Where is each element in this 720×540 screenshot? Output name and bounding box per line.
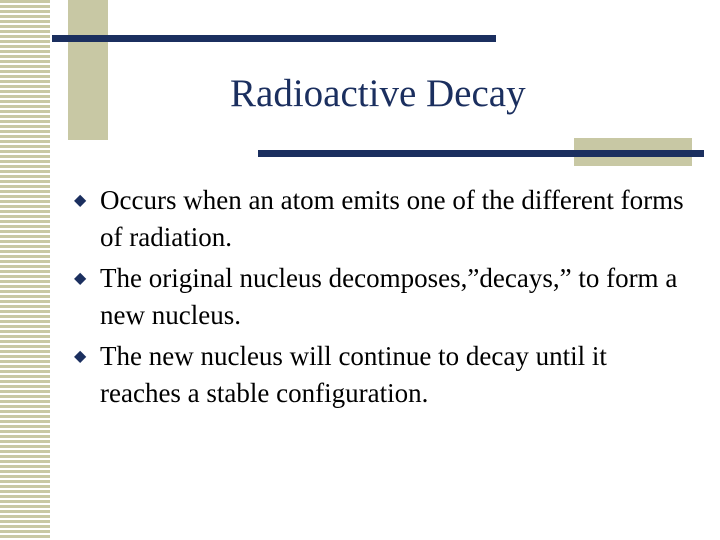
diamond-bullet-icon: ◆: [74, 192, 87, 209]
decorative-stripe-band: [0, 0, 50, 540]
bullet-text: Occurs when an atom emits one of the different forms of radiation.: [100, 185, 684, 252]
decorative-olive-block-left: [68, 0, 108, 140]
bullet-list: [74, 182, 694, 416]
bullet-text: The original nucleus decomposes,”decays,” to form a new nucleus.: [100, 263, 678, 330]
diamond-bullet-icon: ◆: [74, 270, 87, 287]
decorative-navy-line-top: [52, 35, 496, 42]
slide-title: Radioactive Decay: [230, 72, 526, 115]
decorative-divider: [50, 0, 52, 540]
decorative-navy-line-bottom: [258, 150, 704, 157]
bullet-item: [74, 182, 694, 256]
bullet-item: [74, 260, 694, 334]
bullet-text: The new nucleus will continue to decay until it reaches a stable configuration.: [100, 341, 607, 408]
bullet-item: [74, 338, 694, 412]
diamond-bullet-icon: ◆: [74, 348, 87, 365]
